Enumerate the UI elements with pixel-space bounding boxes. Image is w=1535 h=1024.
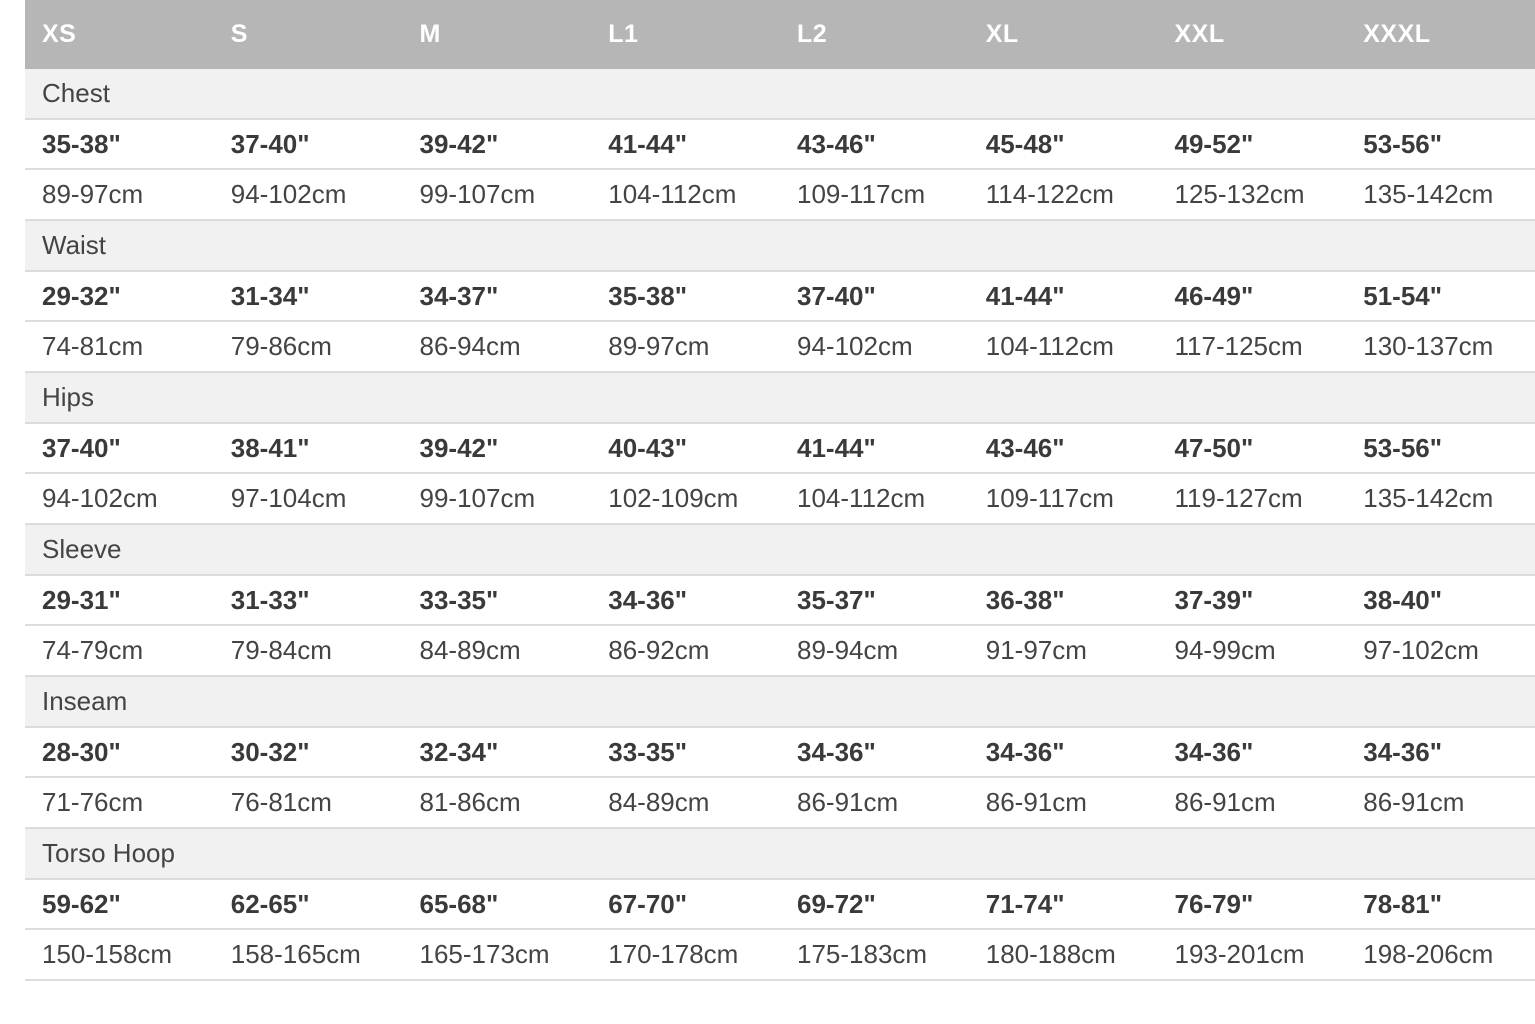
cm-value-cell: 114-122cm — [985, 179, 1114, 209]
inch-value-cell: 34-36" — [985, 736, 1065, 767]
inch-value-cell: 35-38" — [42, 128, 121, 159]
cm-value-cell: 86-92cm — [608, 635, 710, 665]
cm-value-cell: 86-91cm — [797, 787, 899, 817]
cm-value-cell: 86-91cm — [1363, 787, 1465, 817]
size-header-xs: XS — [42, 20, 77, 48]
inch-value-cell: 41-44" — [797, 432, 876, 463]
cm-value-cell: 109-117cm — [985, 483, 1114, 513]
cm-value-cell: 130-137cm — [1363, 331, 1494, 361]
cm-value-cell: 89-97cm — [608, 331, 710, 361]
cm-value-cell: 94-102cm — [230, 179, 347, 209]
cm-row-chest — [25, 170, 1535, 221]
cm-value-cell: 97-104cm — [230, 483, 347, 513]
cm-value-cell: 86-91cm — [985, 787, 1087, 817]
inch-row-torso-hoop — [25, 880, 1535, 930]
inch-value-cell: 45-48" — [985, 128, 1065, 159]
inch-value-cell: 53-56" — [1363, 432, 1443, 463]
inch-value-cell: 65-68" — [419, 888, 499, 919]
inch-value-cell: 28-30" — [42, 736, 121, 767]
cm-value-cell: 79-84cm — [230, 635, 332, 665]
cm-value-cell: 135-142cm — [1363, 179, 1494, 209]
inch-value-cell: 32-34" — [419, 736, 499, 767]
inch-value-cell: 34-36" — [1363, 736, 1443, 767]
cm-value-cell: 119-127cm — [1174, 483, 1303, 513]
inch-value-cell: 76-79" — [1174, 888, 1254, 919]
category-label: Hips — [42, 382, 95, 412]
inch-value-cell: 38-40" — [1363, 584, 1443, 615]
inch-value-cell: 62-65" — [230, 888, 310, 919]
cm-value-cell: 150-158cm — [42, 939, 173, 969]
inch-value-cell: 34-36" — [797, 736, 876, 767]
inch-value-cell: 39-42" — [419, 432, 499, 463]
cm-value-cell: 102-109cm — [608, 483, 739, 513]
inch-value-cell: 37-40" — [230, 128, 310, 159]
size-header-row — [25, 0, 1535, 69]
inch-value-cell: 71-74" — [985, 888, 1065, 919]
cm-value-cell: 193-201cm — [1174, 939, 1305, 969]
inch-value-cell: 43-46" — [985, 432, 1065, 463]
size-header-xl: XL — [985, 20, 1019, 48]
inch-row-waist — [25, 272, 1535, 322]
inch-value-cell: 51-54" — [1363, 280, 1443, 311]
inch-value-cell: 41-44" — [608, 128, 688, 159]
cm-value-cell: 99-107cm — [419, 483, 536, 513]
cm-row-hips — [25, 474, 1535, 525]
cm-value-cell: 97-102cm — [1363, 635, 1479, 665]
category-row-sleeve — [25, 525, 1535, 576]
inch-value-cell: 35-37" — [797, 584, 876, 615]
cm-value-cell: 79-86cm — [230, 331, 332, 361]
inch-value-cell: 47-50" — [1174, 432, 1254, 463]
inch-value-cell: 30-32" — [230, 736, 310, 767]
inch-value-cell: 37-40" — [42, 432, 121, 463]
cm-value-cell: 109-117cm — [797, 179, 926, 209]
inch-value-cell: 29-31" — [42, 584, 121, 615]
inch-value-cell: 37-39" — [1174, 584, 1254, 615]
cm-value-cell: 170-178cm — [608, 939, 739, 969]
category-label: Torso Hoop — [42, 838, 175, 868]
category-row-waist — [25, 221, 1535, 272]
size-header-s: S — [230, 20, 248, 48]
cm-value-cell: 104-112cm — [608, 179, 737, 209]
inch-value-cell: 36-38" — [985, 584, 1065, 615]
cm-value-cell: 81-86cm — [419, 787, 521, 817]
cm-value-cell: 125-132cm — [1174, 179, 1305, 209]
category-label: Inseam — [42, 686, 128, 716]
inch-value-cell: 78-81" — [1363, 888, 1443, 919]
category-row-torso-hoop — [25, 829, 1535, 880]
size-header-xxl: XXL — [1174, 20, 1225, 48]
cm-value-cell: 158-165cm — [230, 939, 361, 969]
cm-value-cell: 74-81cm — [42, 331, 144, 361]
inch-value-cell: 43-46" — [797, 128, 876, 159]
inch-value-cell: 34-37" — [419, 280, 499, 311]
cm-row-sleeve — [25, 626, 1535, 677]
inch-value-cell: 37-40" — [797, 280, 876, 311]
inch-value-cell: 53-56" — [1363, 128, 1443, 159]
size-chart-table — [25, 0, 1535, 981]
size-header-l2: L2 — [797, 20, 828, 48]
size-header-l1: L1 — [608, 20, 639, 48]
inch-value-cell: 39-42" — [419, 128, 499, 159]
cm-value-cell: 180-188cm — [985, 939, 1116, 969]
inch-value-cell: 34-36" — [1174, 736, 1254, 767]
inch-value-cell: 41-44" — [985, 280, 1065, 311]
cm-value-cell: 94-99cm — [1174, 635, 1276, 665]
measurement-sections — [25, 69, 1535, 981]
inch-value-cell: 29-32" — [42, 280, 121, 311]
category-label: Waist — [42, 230, 107, 260]
cm-value-cell: 84-89cm — [608, 787, 710, 817]
cm-value-cell: 91-97cm — [985, 635, 1087, 665]
inch-value-cell: 34-36" — [608, 584, 688, 615]
cm-value-cell: 104-112cm — [797, 483, 926, 513]
inch-row-inseam — [25, 728, 1535, 778]
cm-value-cell: 76-81cm — [230, 787, 332, 817]
cm-row-inseam — [25, 778, 1535, 829]
inch-value-cell: 46-49" — [1174, 280, 1254, 311]
category-row-hips — [25, 373, 1535, 424]
inch-value-cell: 59-62" — [42, 888, 121, 919]
inch-value-cell: 33-35" — [608, 736, 688, 767]
size-header-m: M — [419, 20, 441, 48]
cm-value-cell: 89-94cm — [797, 635, 899, 665]
cm-value-cell: 94-102cm — [42, 483, 158, 513]
inch-row-chest — [25, 120, 1535, 170]
inch-row-sleeve — [25, 576, 1535, 626]
size-header-xxxl: XXXL — [1363, 20, 1431, 48]
inch-value-cell: 67-70" — [608, 888, 688, 919]
cm-value-cell: 89-97cm — [42, 179, 144, 209]
cm-row-torso-hoop — [25, 930, 1535, 981]
inch-row-hips — [25, 424, 1535, 474]
cm-value-cell: 165-173cm — [419, 939, 550, 969]
cm-value-cell: 86-91cm — [1174, 787, 1276, 817]
category-row-inseam — [25, 677, 1535, 728]
cm-value-cell: 175-183cm — [797, 939, 928, 969]
inch-value-cell: 69-72" — [797, 888, 876, 919]
cm-value-cell: 74-79cm — [42, 635, 144, 665]
cm-value-cell: 117-125cm — [1174, 331, 1303, 361]
inch-value-cell: 31-33" — [230, 584, 310, 615]
category-row-chest — [25, 69, 1535, 120]
cm-value-cell: 94-102cm — [797, 331, 913, 361]
category-label: Chest — [42, 78, 110, 108]
inch-value-cell: 49-52" — [1174, 128, 1254, 159]
cm-row-waist — [25, 322, 1535, 373]
cm-value-cell: 71-76cm — [42, 787, 144, 817]
category-label: Sleeve — [42, 534, 122, 564]
cm-value-cell: 198-206cm — [1363, 939, 1494, 969]
inch-value-cell: 35-38" — [608, 280, 688, 311]
inch-value-cell: 33-35" — [419, 584, 499, 615]
cm-value-cell: 84-89cm — [419, 635, 521, 665]
cm-value-cell: 99-107cm — [419, 179, 536, 209]
inch-value-cell: 31-34" — [230, 280, 310, 311]
cm-value-cell: 86-94cm — [419, 331, 521, 361]
cm-value-cell: 104-112cm — [985, 331, 1114, 361]
inch-value-cell: 40-43" — [608, 432, 688, 463]
inch-value-cell: 38-41" — [230, 432, 310, 463]
cm-value-cell: 135-142cm — [1363, 483, 1494, 513]
